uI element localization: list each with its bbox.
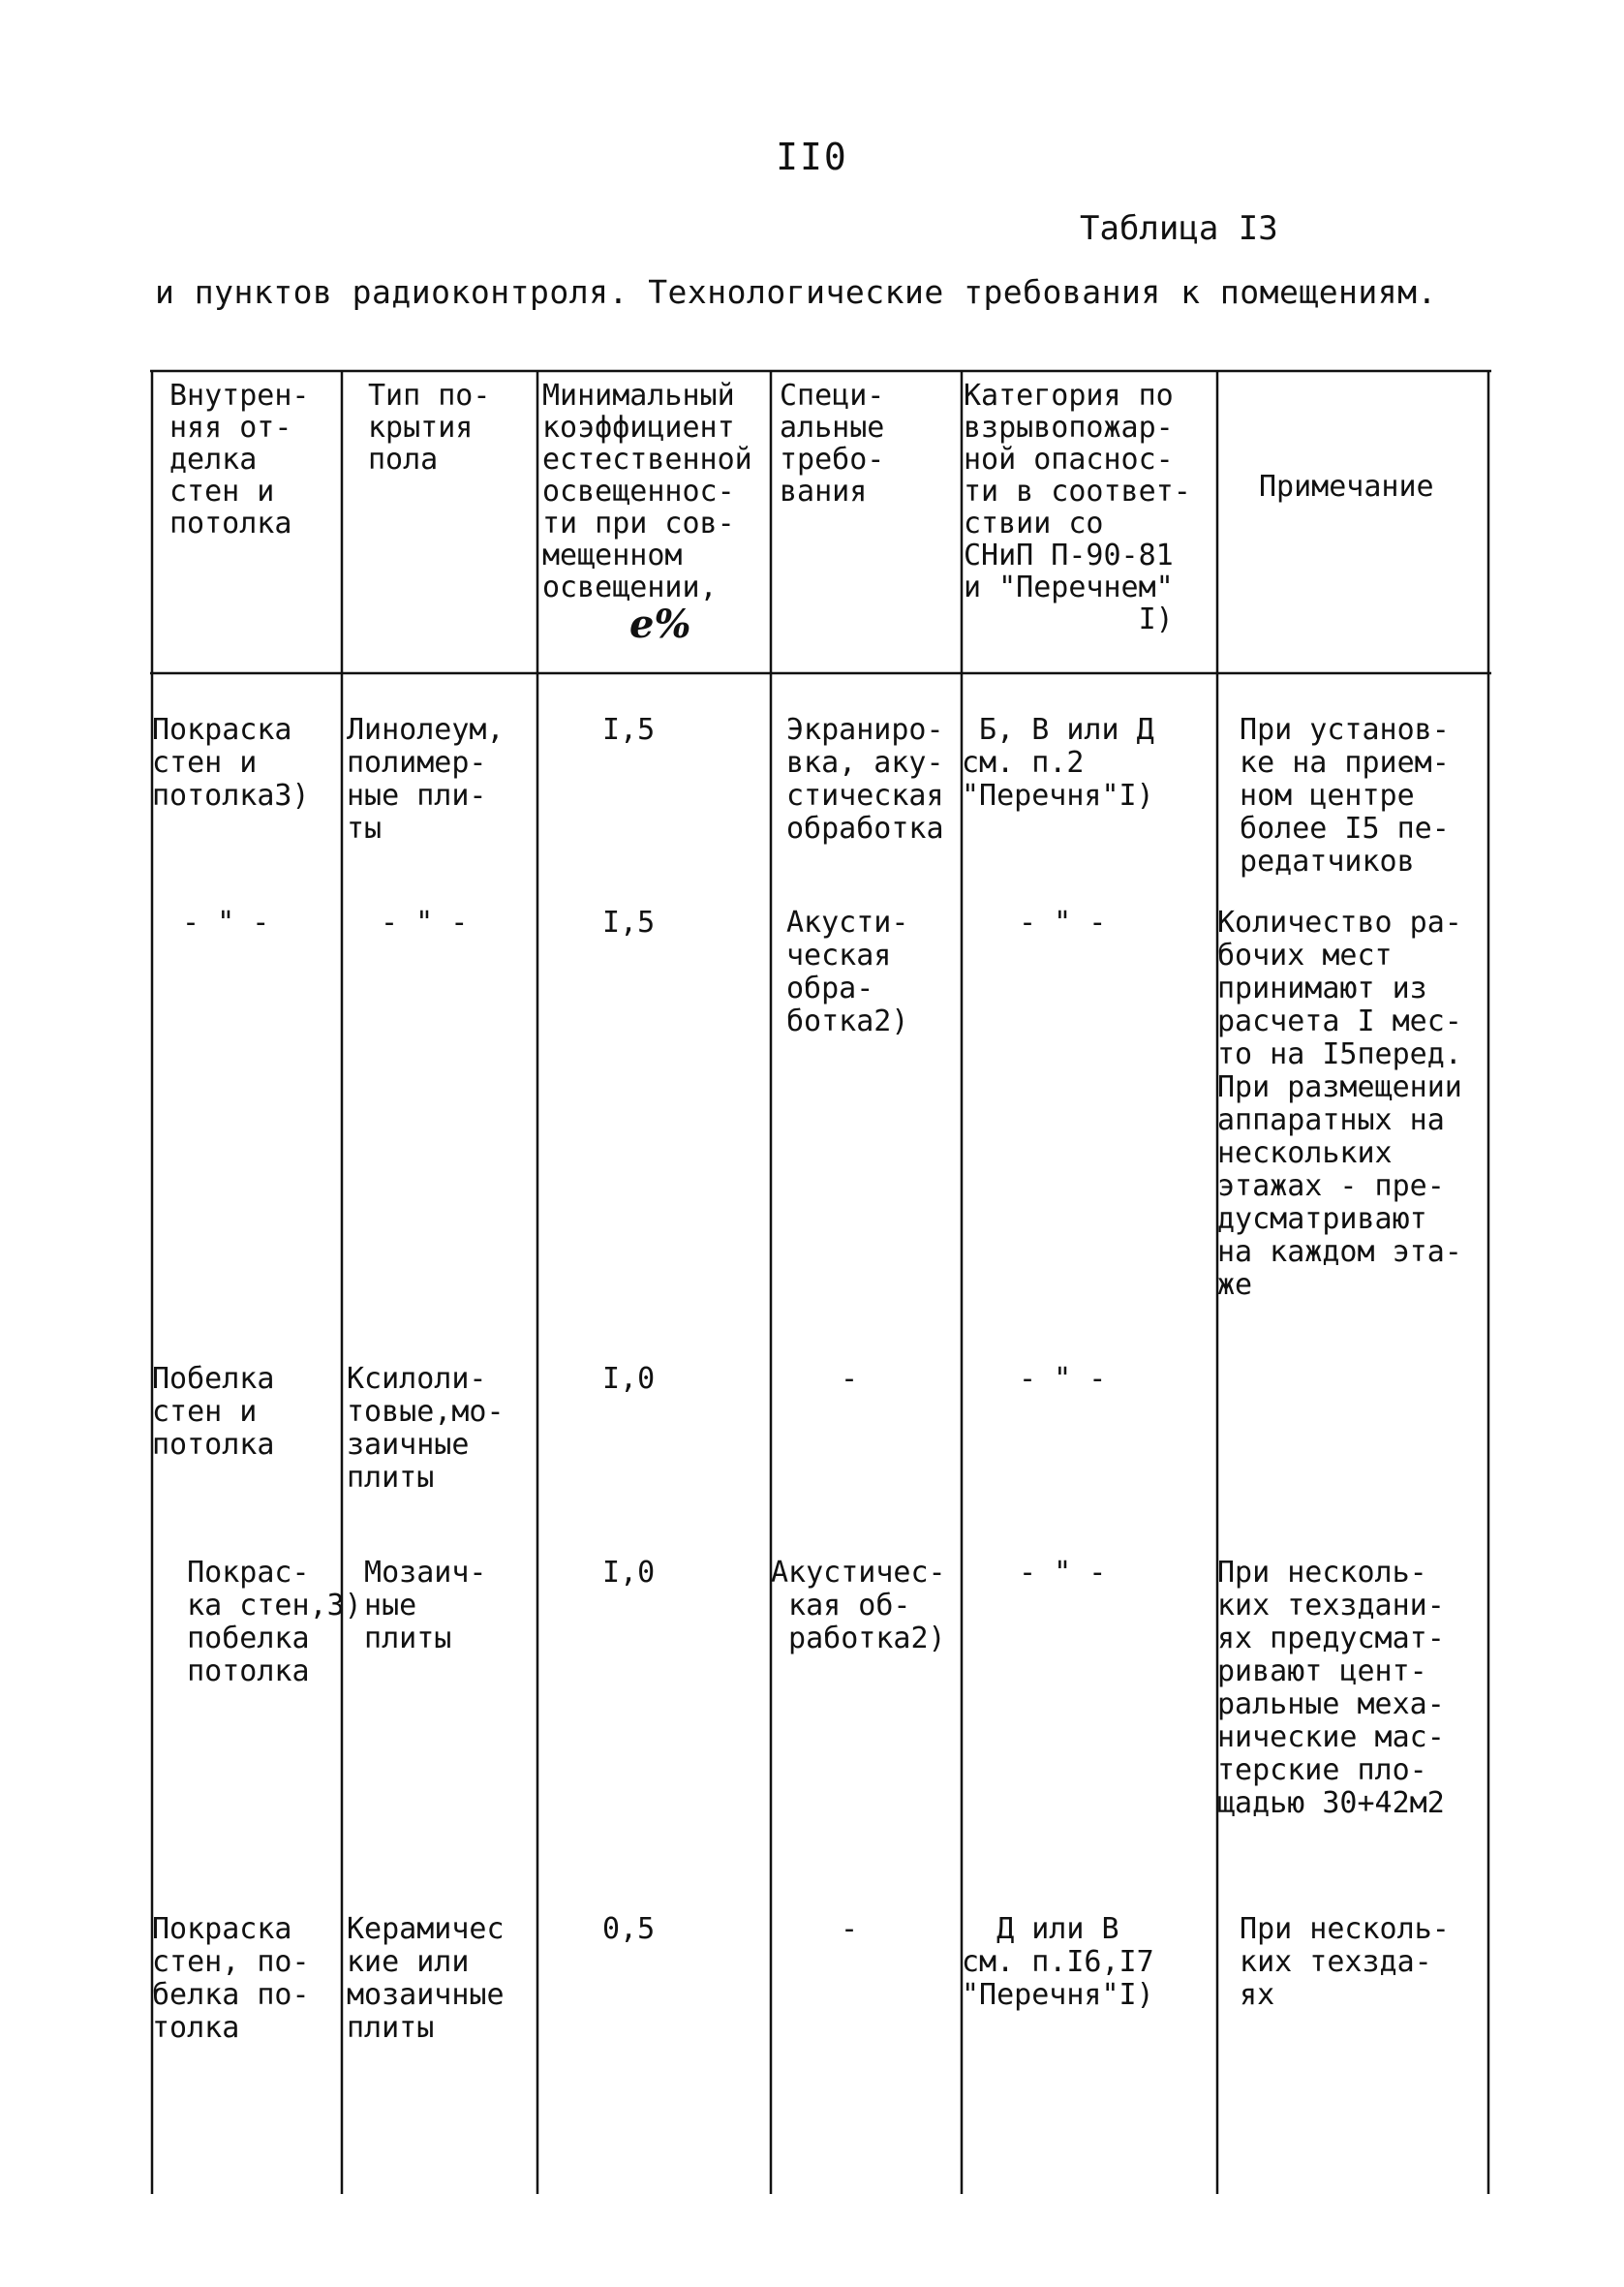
row5-inner-finish: Покраска стен, по- белка по- толка — [152, 1912, 310, 2045]
row4-special-requirements: Акустичес- кая об- работка2) — [771, 1556, 946, 1655]
row5-special-requirements: - — [841, 1912, 859, 1946]
row1-inner-finish: Покраска стен и потолка3) — [152, 713, 310, 813]
row1-floor-type: Линолеум, полимер- ные пли- ты — [347, 713, 505, 846]
row2-coefficient: I,5 — [602, 906, 656, 940]
row2-fire-category: - " - — [1019, 906, 1107, 940]
page-number: II0 — [776, 136, 848, 178]
row2-inner-finish: - " - — [165, 906, 270, 940]
row2-note: Количество ра- бочих мест принимают из расчета I мес- то на I5перед. При размещении аппаратных на нескольких этажах - пре- дусматривают на каждом эта- же — [1217, 906, 1462, 1302]
row3-special-requirements: - — [841, 1362, 859, 1396]
header-fire-category: Категория по взрывопожар- ной опаснос- ти в соответ- ствии со СНиП П-90-81 и "Перечнем" I) — [964, 379, 1191, 636]
row1-coefficient: I,5 — [602, 713, 656, 747]
row1-note: При установ- ке на прием- ном центре более I5 пе- редатчиков — [1240, 713, 1450, 879]
header-inner-finish: Внутрен- няя от- делка стен и потолка — [169, 379, 310, 541]
table-caption: и пунктов радиоконтроля. Технологические требования к помещениям. — [155, 273, 1437, 311]
header-floor-type: Тип по- крытия пола — [368, 379, 491, 477]
row5-floor-type: Керамичес кие или мозаичные плиты — [347, 1912, 505, 2045]
row3-coefficient: I,0 — [602, 1362, 656, 1396]
header-note: Примечание — [1259, 470, 1434, 504]
row4-note: При несколь- ких техздани- ях предусмат- ривают цент- ральные меха- нические мас- терские пло- щадью 30+42м2 — [1217, 1556, 1445, 1820]
row5-fire-category: Д или В см. п.I6,I7 "Перечня"I) — [962, 1912, 1154, 2012]
row3-floor-type: Ксилоли- товые,мо- заичные плиты — [347, 1362, 505, 1495]
header-min-coefficient: Минимальный коэффициент естественной освещеннос- ти при сов- мещенном освещении, — [542, 379, 752, 604]
header-coefficient-unit: e% — [629, 602, 691, 647]
row4-inner-finish: Покрас- ка стен,3) побелка потолка — [187, 1556, 362, 1688]
row4-fire-category: - " - — [1019, 1556, 1107, 1590]
row5-note: При несколь- ких техзда- ях — [1240, 1912, 1450, 2012]
row4-floor-type: Мозаич- ные плиты — [364, 1556, 487, 1655]
row2-floor-type: - " - — [363, 906, 469, 940]
row3-fire-category: - " - — [1019, 1362, 1107, 1396]
row5-coefficient: 0,5 — [602, 1912, 656, 1946]
row4-coefficient: I,0 — [602, 1556, 656, 1590]
row3-inner-finish: Побелка стен и потолка — [152, 1362, 275, 1462]
row2-special-requirements: Акусти- ческая обра- ботка2) — [786, 906, 909, 1038]
row1-fire-category: Б, В или Д см. п.2 "Перечня"I) — [962, 713, 1154, 813]
header-special-requirements: Специ- альные требо- вания — [780, 379, 885, 509]
row1-special-requirements: Экраниро- вка, аку- стическая обработка — [786, 713, 944, 846]
table-label: Таблица I3 — [1080, 209, 1278, 248]
